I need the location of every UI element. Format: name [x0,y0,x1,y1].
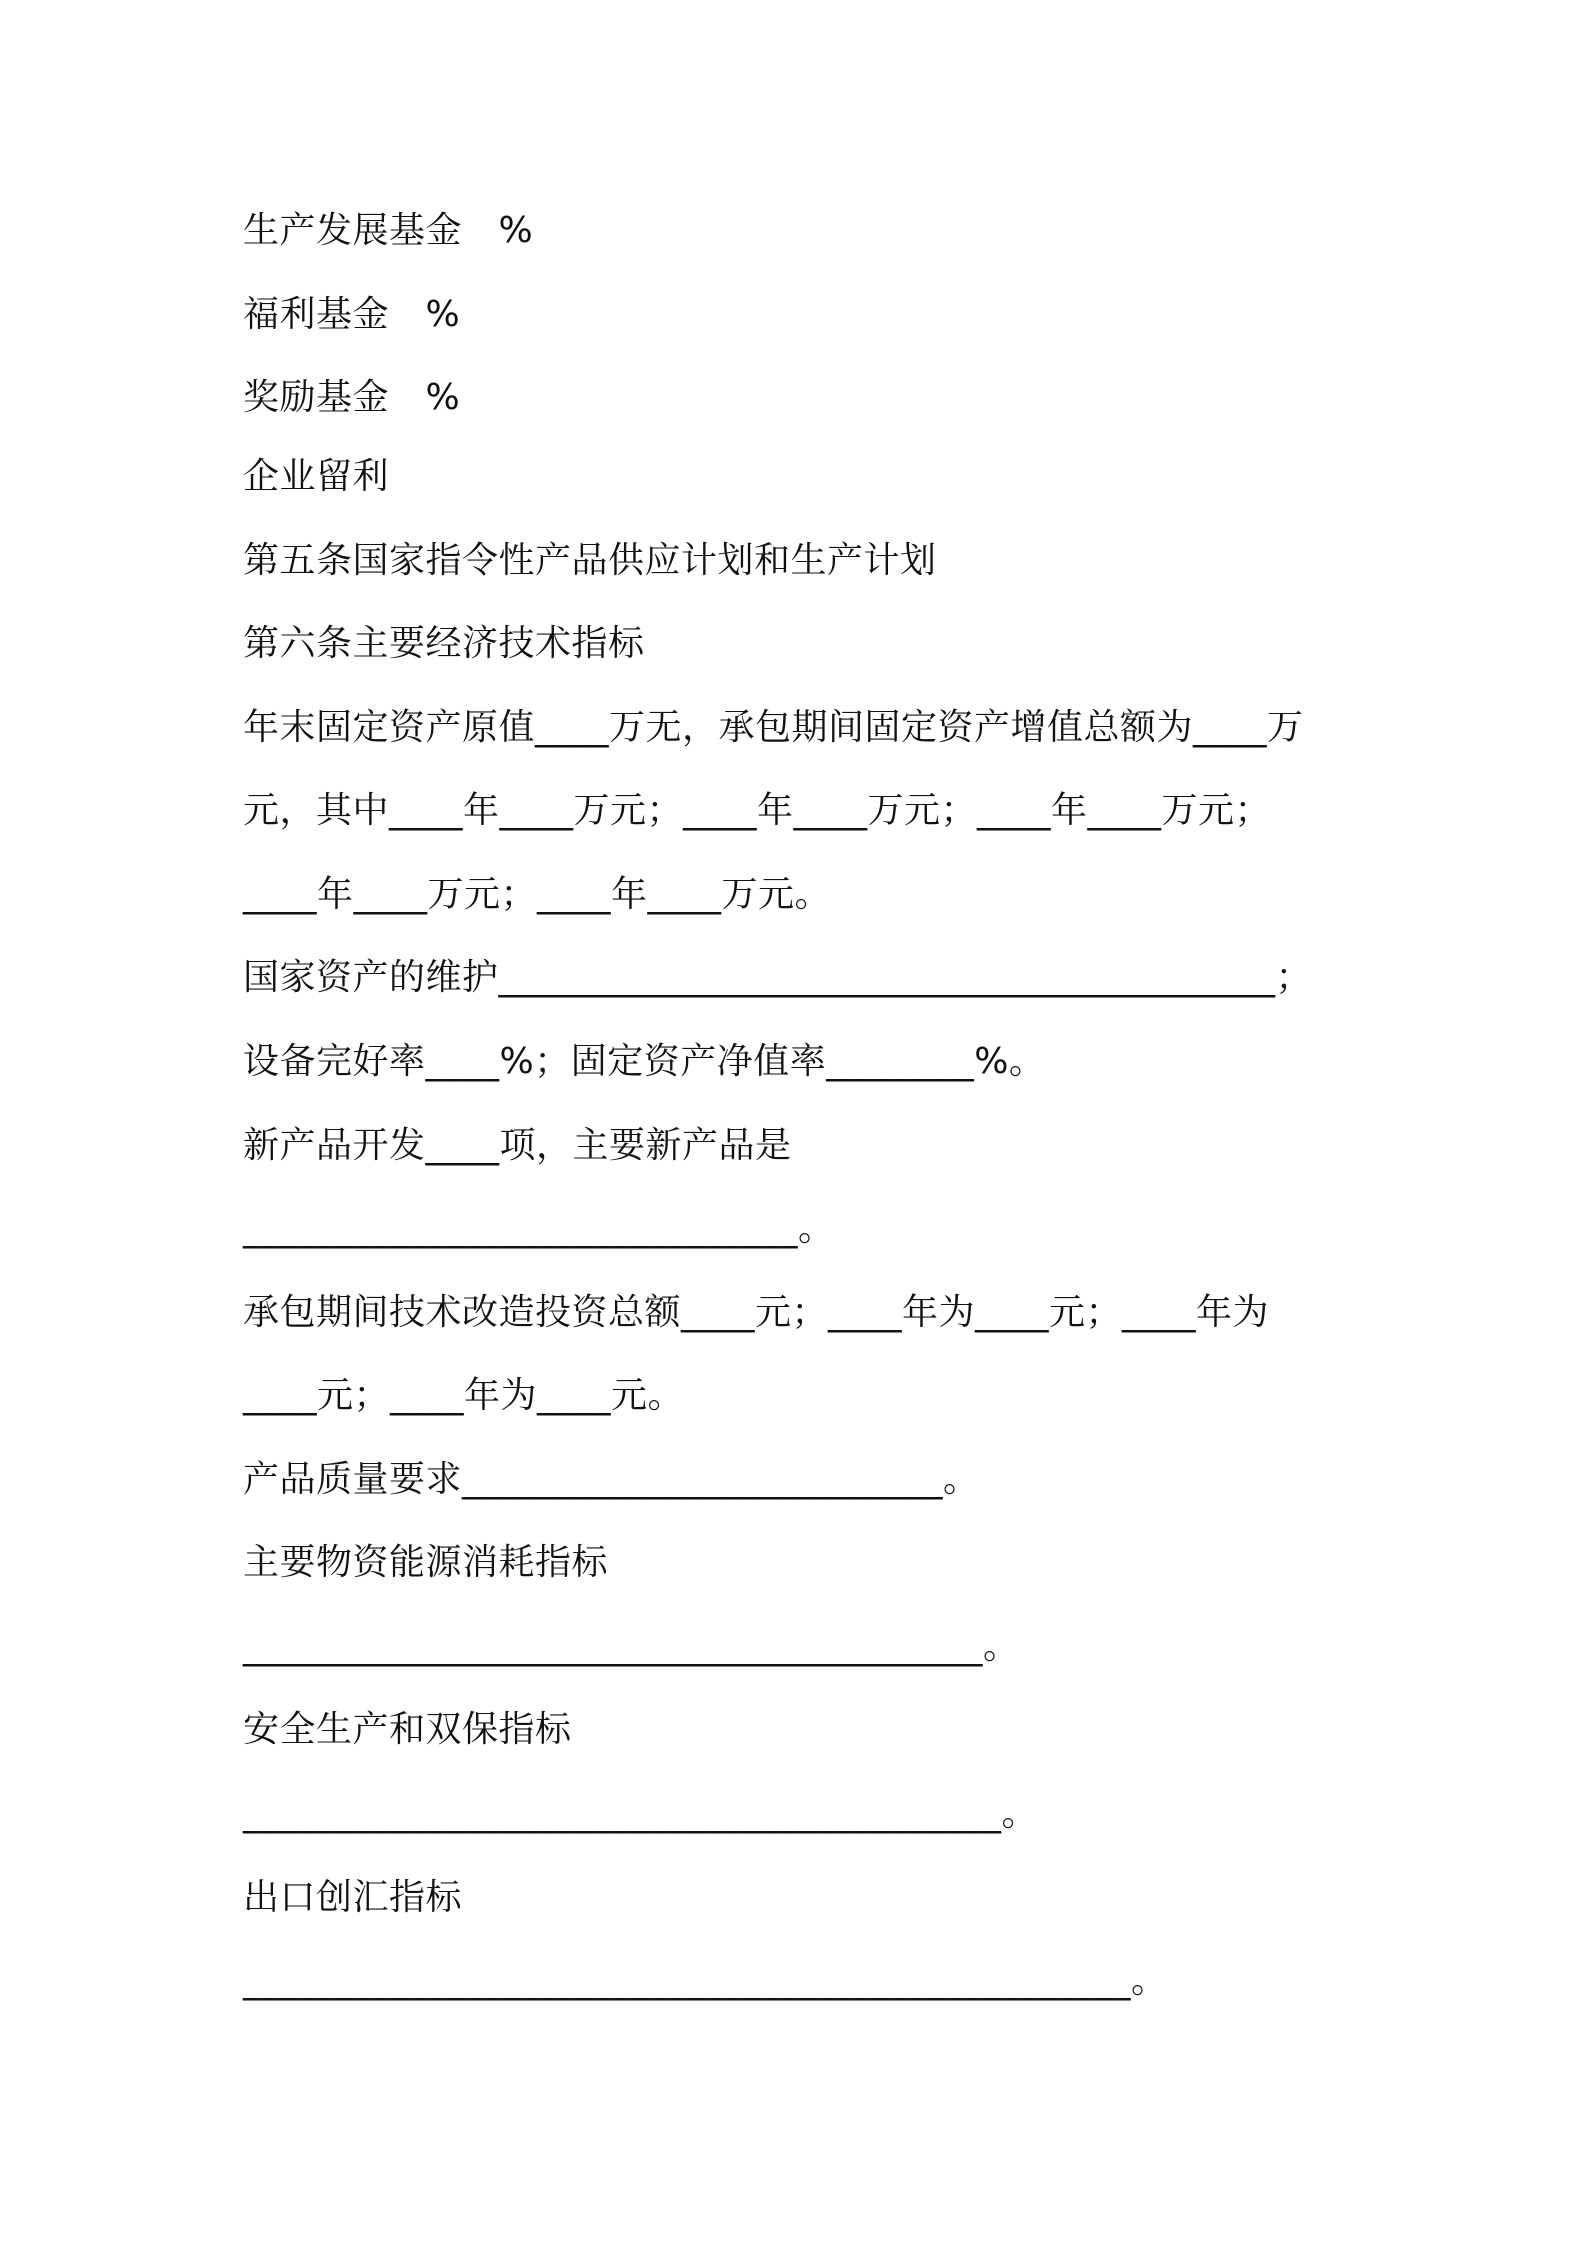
text-line-quality: 产品质量要求__________________________。 [243,1459,980,1500]
text-line-welfare-fund: 福利基金 % [243,294,461,335]
text-line-energy-heading: 主要物资能源消耗指标 [243,1542,609,1583]
text-line-safety-heading: 安全生产和双保指标 [243,1709,572,1750]
text-line-tech-investment-2: ____元；____年为____元。 [243,1375,685,1416]
text-line-fixed-assets-3: ____年____万元；____年____万元。 [243,874,832,915]
text-line-energy-blank: ________________________________________。 [243,1626,1020,1667]
text-line-bonus-fund: 奖励基金 % [243,377,461,418]
text-line-retained-profit: 企业留利 [243,456,390,497]
text-line-production-fund: 生产发展基金 % [243,210,534,251]
text-line-article-5: 第五条国家指令性产品供应计划和生产计划 [243,540,937,581]
text-line-asset-maintenance: 国家资产的维护__________________________________________； [243,957,1313,998]
text-line-safety-blank: _________________________________________。 [243,1793,1038,1834]
text-line-equipment-rate: 设备完好率____%；固定资产净值率________%。 [243,1041,1046,1082]
text-line-tech-investment-1: 承包期间技术改造投资总额____元；____年为____元；____年为 [243,1292,1270,1333]
text-line-export-blank: ________________________________________________。 [243,1960,1168,2001]
text-line-new-products-blank: ______________________________。 [243,1208,835,1249]
text-line-fixed-assets-2: 元，其中____年____万元；____年____万元；____年____万元； [243,790,1272,831]
text-line-new-products: 新产品开发____项，主要新产品是 [243,1125,792,1166]
text-line-article-6: 第六条主要经济技术指标 [243,623,645,664]
text-line-export-heading: 出口创汇指标 [243,1877,463,1918]
text-line-fixed-assets-1: 年末固定资产原值____万无，承包期间固定资产增值总额为____万 [243,707,1304,748]
